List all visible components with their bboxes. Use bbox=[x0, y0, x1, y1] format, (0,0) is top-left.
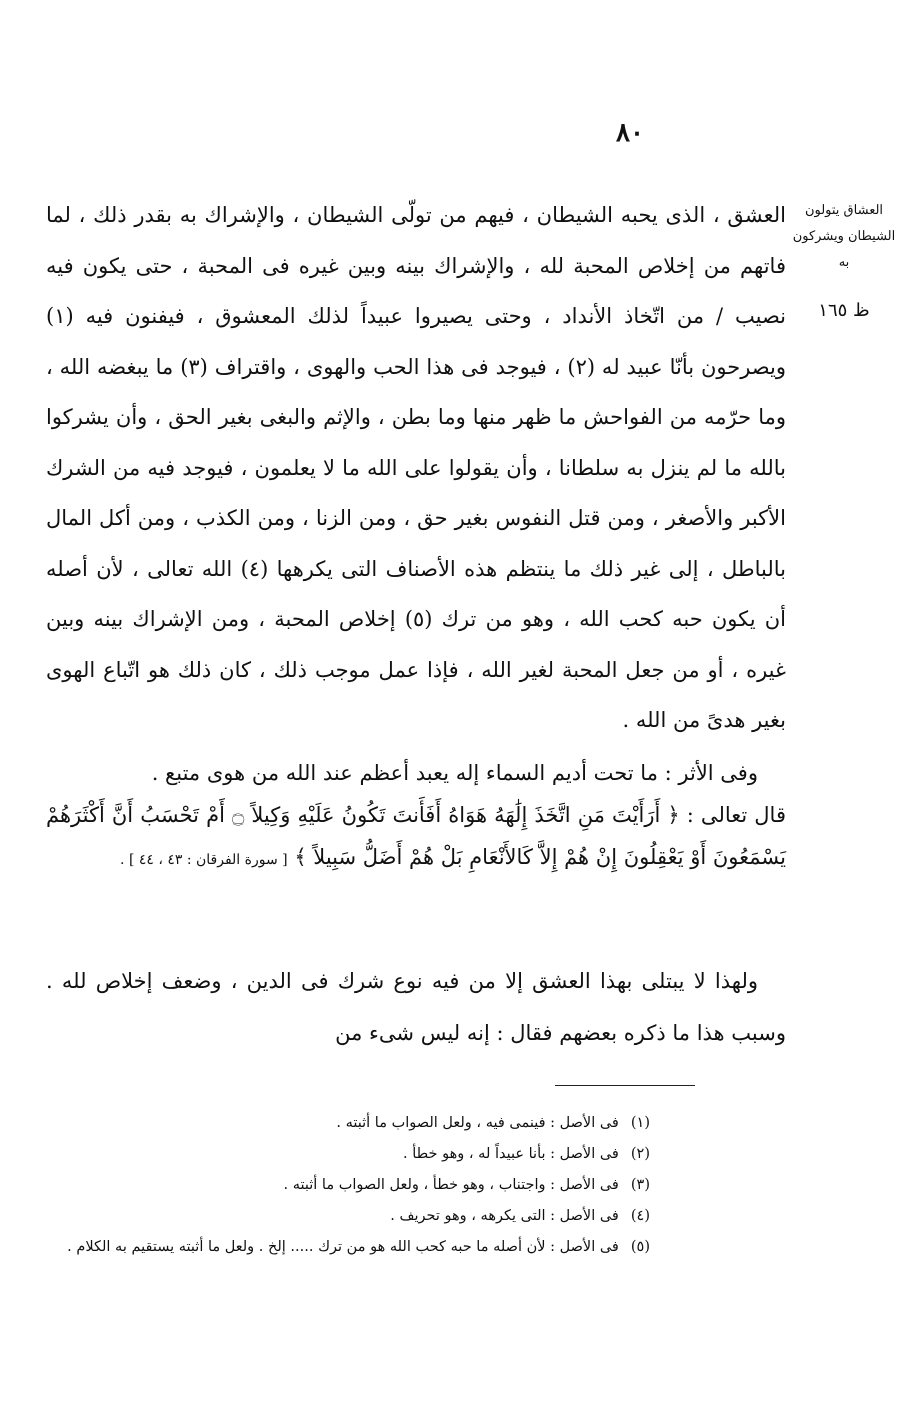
footnotes bbox=[30, 1108, 650, 1263]
footnote-number: (٥) bbox=[630, 1239, 650, 1255]
athar-quote: وفى الأثر : ما تحت أديم السماء إله يعبد أعظم عند الله من هوى متبع . bbox=[151, 761, 758, 785]
continuation-text bbox=[46, 955, 786, 1059]
footnote-item bbox=[30, 1170, 650, 1201]
footnote-number: (٣) bbox=[630, 1177, 650, 1193]
footnote-number: (٢) bbox=[630, 1146, 650, 1162]
footnote-item bbox=[30, 1108, 650, 1139]
footnote-text: فى الأصل : لأن أصله ما حبه كحب الله هو من ترك ..... إلخ . ولعل ما أثبته يستقيم به الكلام . bbox=[67, 1239, 619, 1255]
footnote-number: (٤) bbox=[630, 1208, 650, 1224]
folio-marker: ظ ١٦٥ bbox=[818, 300, 870, 321]
verse-reference: [ سورة الفرقان : ٤٣ ، ٤٤ ] . bbox=[120, 852, 288, 868]
footnote-item bbox=[30, 1201, 650, 1232]
footnote-number: (١) bbox=[630, 1115, 650, 1131]
footnote-text: فى الأصل : بأنا عبيداً له ، وهو خطأ . bbox=[403, 1146, 619, 1162]
footnote-text: فى الأصل : فينمى فيه ، ولعل الصواب ما أثبته . bbox=[336, 1115, 619, 1131]
body-paragraph: العشق ، الذى يحبه الشيطان ، فيهم من تولّى الشيطان ، والإشراك به بقدر ذلك ، لما فاتهم من إخلاص المحبة لله ، والإشراك بينه وبين غيره فى المحبة ، حتى يكون فيه نصيب / من اتّخاذ الأنداد ، وحتى يصيروا عبيداً لذلك المعشوق ، فيفنون فيه (١) ويصرحون بأنّا عبيد له (٢) ، فيوجد فى هذا الحب والهوى ، واقتراف (٣) ما يبغضه الله ، وما حرّمه من الفواحش ما ظهر منها وما بطن ، والإثم والبغى بغير الحق ، وأن يشركوا بالله ما لم ينزل به سلطانا ، وأن يقولوا على الله ما لا يعلمون ، فيوجد فيه من الشرك الأكبر والأصغر ، ومن قتل النفوس بغير حق ، ومن الزنا ، ومن الكذب ، ومن أكل المال بالباطل ، إلى غير ذلك ما ينتظم هذه الأصناف التى يكرهها (٤) الله تعالى ، لأن أصله أن يكون حبه كحب الله ، وهو من ترك (٥) إخلاص المحبة ، ومن الإشراك بينه وبين غيره ، أو من جعل المحبة لغير الله ، فإذا عمل موجب ذلك ، كان ذلك هو اتّباع الهوى بغير هدىً من الله . bbox=[46, 203, 787, 732]
body-text bbox=[46, 190, 786, 746]
footnote-item bbox=[30, 1232, 650, 1263]
margin-note-topic bbox=[788, 198, 900, 276]
footnote-divider bbox=[555, 1085, 695, 1086]
verse-text: قال تعالى : ﴿ أَرَأَيْتَ مَنِ اتَّخَذَ إِلَٰهَهُ هَوَاهُ أَفَأَنتَ تَكُونُ عَلَيْهِ وَكِيلاً ۝ أَمْ تَحْسَبُ أَنَّ أَكْثَرَهُمْ يَسْمَعُونَ أَوْ يَعْقِلُونَ إِنْ هُمْ إِلاَّ كَالأَنْعَامِ بَلْ هُمْ أَضَلُّ سَبِيلاً ﴾ bbox=[46, 803, 786, 869]
quran-verse bbox=[46, 794, 786, 881]
quote-block bbox=[46, 752, 786, 881]
margin-note-line: العشاق يتولون bbox=[804, 203, 884, 218]
footnote-item bbox=[30, 1139, 650, 1170]
footnote-text: فى الأصل : واجتناب ، وهو خطأ ، ولعل الصواب ما أثبته . bbox=[283, 1177, 619, 1193]
footnote-text: فى الأصل : التى يكرهه ، وهو تحريف . bbox=[390, 1208, 619, 1224]
body-paragraph-continued: ولهذا لا يبتلى بهذا العشق إلا من فيه نوع شرك فى الدين ، وضعف إخلاص لله . وسبب هذا ما ذكره بعضهم فقال : إنه ليس شىء من bbox=[46, 969, 786, 1045]
margin-note-line: الشيطان ويشركون به bbox=[792, 229, 896, 270]
page-number: ٨٠ bbox=[616, 118, 644, 148]
